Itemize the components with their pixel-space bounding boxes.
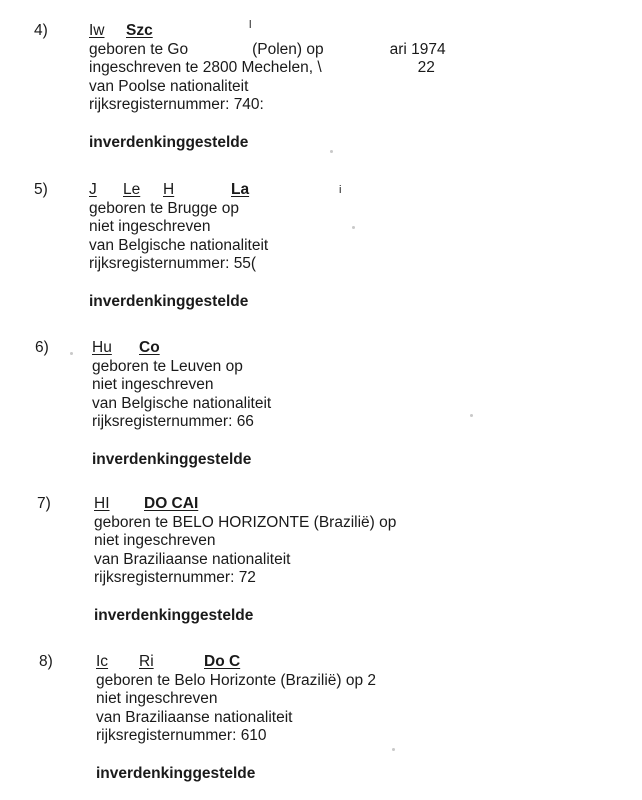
name-part: Le — [123, 181, 141, 198]
nationality-line: van Braziliaanse nationaliteit — [94, 550, 291, 568]
register-number-line: rijksregisternummer: 72 — [94, 569, 256, 586]
name-part: Ic — [96, 653, 109, 670]
role-label: inverdenkinggestelde — [96, 764, 256, 782]
redacted-name — [92, 339, 632, 358]
redacted-name — [96, 653, 636, 672]
redacted-name — [89, 19, 629, 41]
registration-line: niet ingeschreven — [94, 532, 216, 549]
birth-line: geboren te Brugge op — [89, 199, 239, 217]
name-part: Iw — [89, 22, 105, 39]
register-number-line: rijksregisternummer: 55( — [89, 255, 257, 272]
entry-number: 7) — [37, 495, 51, 512]
role-label: inverdenkinggestelde — [89, 133, 249, 151]
registration-line: niet ingeschreven — [92, 376, 214, 393]
entry-number: 8) — [39, 653, 53, 670]
name-part: i — [339, 184, 342, 196]
name-part: H — [163, 181, 175, 198]
register-number-line: rijksregisternummer: 66 — [92, 413, 254, 430]
scan-speck — [392, 748, 395, 751]
birth-line: geboren te BELO HORIZONTE (Brazilië) op — [94, 513, 397, 531]
name-part: Ri — [139, 653, 154, 670]
redacted-name — [94, 495, 634, 514]
role-label: inverdenkinggestelde — [89, 292, 249, 310]
entry-6 — [35, 339, 635, 484]
name-part: La — [231, 181, 250, 198]
registration-line: niet ingeschreven — [96, 690, 218, 707]
nationality-line: van Belgische nationaliteit — [89, 236, 269, 254]
name-part: J — [89, 181, 97, 198]
entry-4 — [34, 19, 634, 167]
name-part: HI — [94, 495, 110, 512]
name-part: DO CAI — [144, 495, 199, 512]
scan-speck — [330, 150, 333, 153]
registration-line: niet ingeschreven — [89, 218, 211, 235]
scan-speck — [470, 414, 473, 417]
scan-speck — [352, 226, 355, 229]
name-part: Do C — [204, 653, 241, 670]
name-part: l — [249, 19, 252, 31]
birth-line: geboren te Go (Polen) op ari 1974 — [89, 40, 446, 58]
entry-number: 5) — [34, 181, 48, 198]
register-number-line: rijksregisternummer: 740: — [89, 96, 264, 113]
register-number-line: rijksregisternummer: 610 — [96, 727, 267, 744]
entry-7 — [37, 495, 637, 640]
entry-number: 4) — [34, 22, 48, 39]
nationality-line: van Belgische nationaliteit — [92, 394, 272, 412]
scan-speck — [70, 352, 73, 355]
entry-8 — [39, 653, 639, 798]
birth-line: geboren te Leuven op — [92, 357, 243, 375]
role-label: inverdenkinggestelde — [94, 606, 254, 624]
role-label: inverdenkinggestelde — [92, 450, 252, 468]
entry-5 — [34, 181, 634, 326]
name-part: Szc — [126, 22, 153, 39]
nationality-line: van Poolse nationaliteit — [89, 77, 249, 95]
birth-line: geboren te Belo Horizonte (Brazilië) op 2 — [96, 671, 377, 689]
name-part: Co — [139, 339, 160, 356]
name-part: Hu — [92, 339, 112, 356]
entry-number: 6) — [35, 339, 49, 356]
nationality-line: van Braziliaanse nationaliteit — [96, 708, 293, 726]
redacted-name — [89, 181, 629, 200]
registration-line: ingeschreven te 2800 Mechelen, \ 22 — [89, 59, 435, 76]
